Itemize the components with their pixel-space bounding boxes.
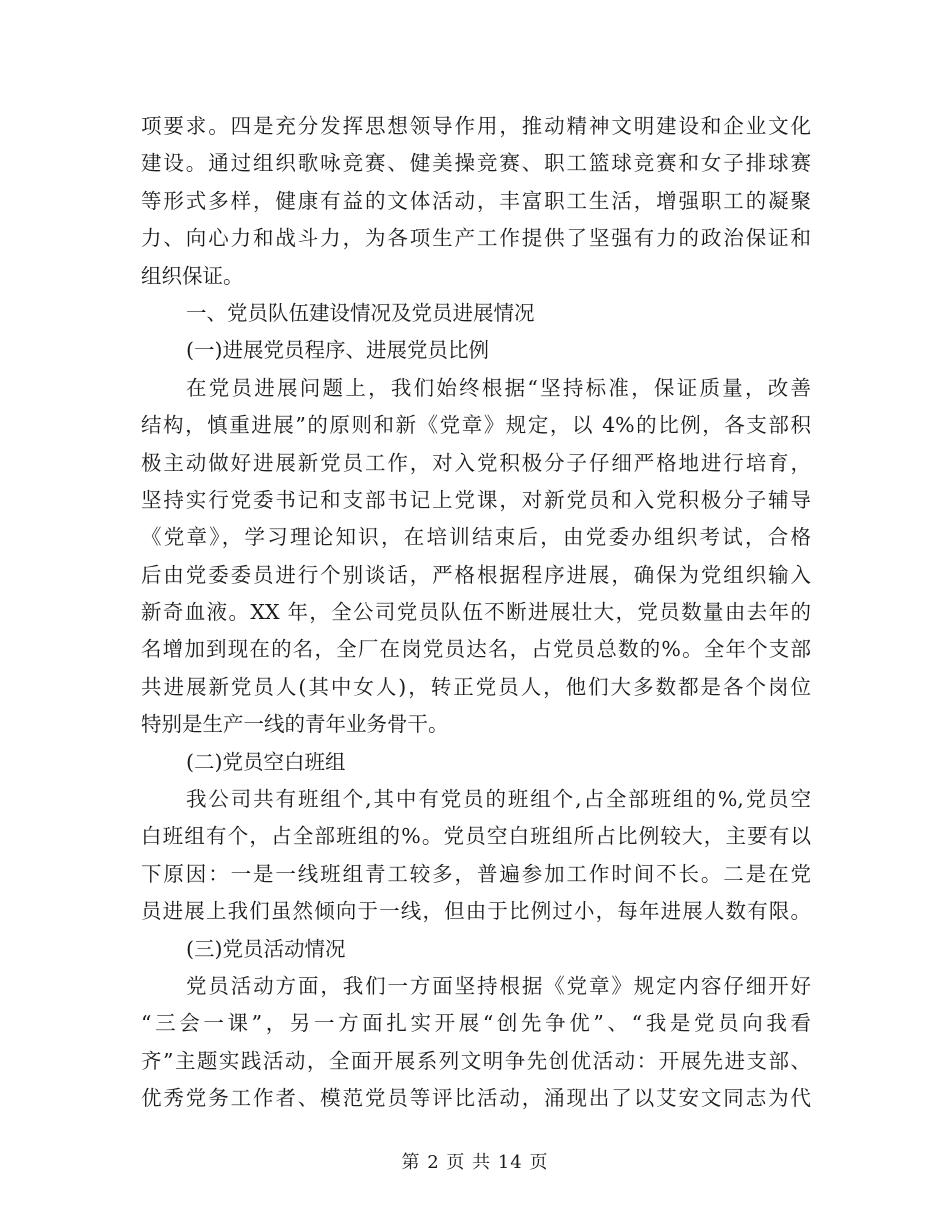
text-line: 后由党委委员进行个别谈话，严格根据程序进展，确保为党组织输入 [141, 562, 811, 587]
text-line: 《党章》，学习理论知识，在培训结束后，由党委办组织考试，合格 [141, 525, 811, 550]
text-line: 等形式多样，健康有益的文体活动，丰富职工生活，增强职工的凝聚 [141, 188, 811, 213]
text-line: 新奇血液。XX 年，全公司党员队伍不断进展壮大，党员数量由去年的 [141, 600, 811, 625]
text-line: 结构，慎重进展”的原则和新《党章》规定，以 4%的比例，各支部积 [141, 413, 811, 438]
text-line: 下原因：一是一线班组青工较多，普遍参加工作时间不长。二是在党 [141, 861, 811, 886]
text-line: 齐”主题实践活动，全面开展系列文明争先创优活动：开展先进支部、 [141, 1048, 811, 1073]
text-line: 员进展上我们虽然倾向于一线，但由于比例过小，每年进展人数有限。 [141, 899, 811, 924]
section-heading: 一、党员队伍建设情况及党员进展情况 [186, 300, 535, 325]
subsection-heading: (一)进展党员程序、进展党员比例 [186, 338, 489, 363]
text-line: 共进展新党员人(其中女人)，转正党员人，他们大多数都是各个岗位 [141, 674, 811, 699]
text-line: 我公司共有班组个,其中有党员的班组个,占全部班组的%,党员空 [186, 787, 811, 812]
page-number-footer: 第 2 页 共 14 页 [401, 1152, 549, 1173]
text-line: 在党员进展问题上，我们始终根据“坚持标准，保证质量，改善 [186, 375, 811, 400]
text-line: 优秀党务工作者、模范党员等评比活动，涌现出了以艾安文同志为代 [141, 1086, 811, 1111]
text-line: 名增加到现在的名，全厂在岗党员达名，占党员总数的%。全年个支部 [141, 637, 811, 662]
document-body [141, 108, 811, 1118]
text-line: 特别是生产一线的青年业务骨干。 [141, 712, 449, 737]
subsection-heading: (三)党员活动情况 [186, 936, 346, 961]
text-line: 项要求。四是充分发挥思想领导作用，推动精神文明建设和企业文化 [141, 114, 811, 138]
text-line: 力、向心力和战斗力，为各项生产工作提供了坚强有力的政治保证和 [141, 226, 811, 251]
text-line: 建设。通过组织歌咏竞赛、健美操竞赛、职工篮球竞赛和女子排球赛 [141, 151, 811, 176]
text-line: “三会一课”，另一方面扎实开展“创先争优”、“我是党员向我看 [141, 1011, 811, 1036]
text-line: 坚持实行党委书记和支部书记上党课，对新党员和入党积极分子辅导 [141, 487, 811, 512]
text-line: 党员活动方面，我们一方面坚持根据《党章》规定内容仔细开好 [186, 973, 811, 998]
subsection-heading: (二)党员空白班组 [186, 749, 346, 774]
text-line: 组织保证。 [141, 263, 244, 288]
text-line: 极主动做好进展新党员工作，对入党积极分子仔细严格地进行培育， [141, 450, 811, 475]
text-line: 白班组有个，占全部班组的%。党员空白班组所占比例较大，主要有以 [141, 824, 811, 849]
